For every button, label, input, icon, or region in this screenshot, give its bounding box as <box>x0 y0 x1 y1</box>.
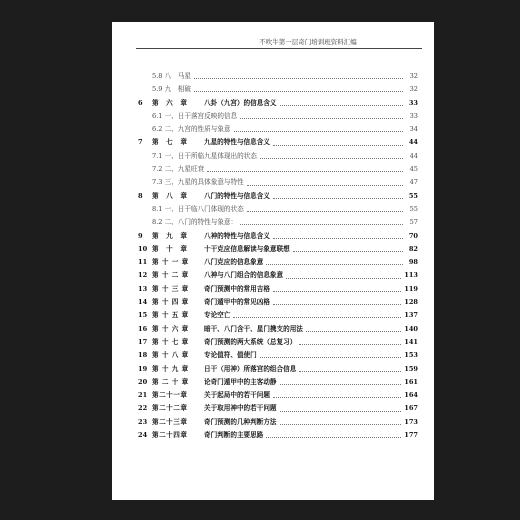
dot-leader <box>260 158 403 159</box>
chapter-number: 6 <box>138 98 143 107</box>
toc-section-entry[interactable] <box>138 163 418 176</box>
toc-chapter-entry[interactable] <box>138 363 418 376</box>
page-number: 153 <box>404 351 418 360</box>
chapter-label: 第 十 三 章 <box>152 284 189 293</box>
chapter-number: 12 <box>138 271 148 280</box>
chapter-number: 7 <box>138 138 143 147</box>
dot-leader <box>234 131 403 132</box>
toc-section-entry[interactable] <box>138 83 418 96</box>
page-number: 167 <box>404 404 418 413</box>
toc-chapter-entry[interactable] <box>138 283 418 296</box>
section-title: 7.3 三、九星的具体象意与特性 <box>152 178 244 187</box>
toc-chapter-entry[interactable] <box>138 402 418 415</box>
chapter-number: 22 <box>138 404 148 413</box>
toc-chapter-entry[interactable] <box>138 389 418 402</box>
chapter-number: 10 <box>138 244 148 253</box>
section-title: 6.2 二、九宫的性质与象意 <box>152 125 231 134</box>
dot-leader <box>293 251 403 252</box>
page-number: 32 <box>409 72 418 80</box>
dot-leader <box>273 198 403 199</box>
dot-leader <box>286 278 401 279</box>
chapter-title: 八神的特性与信息含义 <box>204 231 270 240</box>
dot-leader <box>299 371 401 372</box>
toc-chapter-entry[interactable] <box>138 336 418 349</box>
page-number: 34 <box>409 125 418 134</box>
toc-section-entry[interactable] <box>138 150 418 163</box>
page-number: 141 <box>404 337 418 346</box>
chapter-number: 11 <box>138 258 148 267</box>
chapter-number: 20 <box>138 377 148 386</box>
dot-leader <box>266 264 403 265</box>
chapter-label: 第 十 七 章 <box>152 337 189 346</box>
dot-leader <box>247 185 403 186</box>
toc-section-entry[interactable] <box>138 216 418 229</box>
chapter-label: 第 十 四 章 <box>152 298 189 307</box>
chapter-title: 专论空亡 <box>204 311 231 320</box>
toc-chapter-entry[interactable] <box>138 97 418 110</box>
page-number: 44 <box>409 151 418 160</box>
page-number: 33 <box>409 111 418 120</box>
chapter-number: 24 <box>138 431 148 440</box>
dot-leader <box>280 105 403 106</box>
page-number: 55 <box>409 204 418 213</box>
dot-leader <box>273 304 401 305</box>
page-number: 128 <box>404 298 418 307</box>
chapter-title: 奇门预测中的常用吉格 <box>204 284 270 293</box>
dot-leader <box>266 437 401 438</box>
dot-leader <box>273 397 401 398</box>
section-title: 7.2 二、九星旺衰 <box>152 165 205 174</box>
dot-leader <box>207 171 403 172</box>
dot-leader <box>233 317 401 318</box>
toc-chapter-entry[interactable] <box>138 256 418 269</box>
page-number: 70 <box>408 231 418 240</box>
chapter-number: 18 <box>138 351 148 360</box>
page-number: 32 <box>409 85 418 94</box>
section-title: 6.1 一、日干落宫反映的信息 <box>152 111 238 120</box>
toc-chapter-entry[interactable] <box>138 190 418 203</box>
chapter-label: 第二十三章 <box>152 417 188 426</box>
dot-leader <box>240 118 403 119</box>
chapter-title: 关于取用神中的若干问题 <box>204 404 277 413</box>
chapter-number: 21 <box>138 391 148 400</box>
chapter-title: 日干（用神）所落宫的组合信息 <box>204 364 297 373</box>
toc-section-entry[interactable] <box>138 110 418 123</box>
chapter-title: 八神与八门组合的信息象意 <box>204 271 284 280</box>
page-number: 137 <box>404 311 418 320</box>
toc-chapter-entry[interactable] <box>138 230 418 243</box>
dot-leader <box>240 224 403 225</box>
dot-leader <box>273 238 403 239</box>
dot-leader <box>194 78 403 79</box>
dot-leader <box>306 331 401 332</box>
page-number: 173 <box>404 417 418 426</box>
page-number: 98 <box>408 258 418 267</box>
chapter-label: 第 十 八 章 <box>152 351 189 360</box>
chapter-label: 第 七 章 <box>152 138 188 147</box>
chapter-number: 15 <box>138 311 148 320</box>
toc-section-entry[interactable] <box>138 176 418 189</box>
table-of-contents <box>138 70 418 442</box>
chapter-label: 第 二 十 章 <box>152 377 189 386</box>
header-rule <box>136 48 422 49</box>
chapter-title: 八卦（九宫）的信息含义 <box>204 98 277 107</box>
page-number: 159 <box>404 364 418 373</box>
page-number: 33 <box>408 98 418 107</box>
section-title: 7.1 一、日干所临九星体现出的状态 <box>152 151 257 160</box>
page-number: 161 <box>404 377 418 386</box>
toc-chapter-entry[interactable] <box>138 323 418 336</box>
chapter-number: 19 <box>138 364 148 373</box>
page-number: 177 <box>404 431 418 440</box>
page-number: 119 <box>404 284 418 293</box>
section-title: 8.2 二、八门的特性与象意： <box>152 218 238 227</box>
chapter-label: 第 八 章 <box>152 191 188 200</box>
section-title: 8.1 一、日干临八门体现的状态 <box>152 204 244 213</box>
chapter-title: 九星的特性与信息含义 <box>204 138 270 147</box>
chapter-title: 奇门预测的几种判断方法 <box>204 417 277 426</box>
toc-section-entry[interactable] <box>138 203 418 216</box>
toc-chapter-entry[interactable] <box>138 296 418 309</box>
page-number: 45 <box>409 165 418 174</box>
page-number: 164 <box>404 391 418 400</box>
chapter-label: 第 十 九 章 <box>152 364 189 373</box>
dot-leader <box>280 384 402 385</box>
chapter-number: 14 <box>138 298 148 307</box>
toc-chapter-entry[interactable] <box>138 376 418 389</box>
chapter-number: 16 <box>138 324 148 333</box>
chapter-number: 17 <box>138 337 148 346</box>
running-header: 不吹牛第一层奇门培训班资料汇编 <box>259 38 357 46</box>
chapter-label: 第二十四章 <box>152 431 188 440</box>
dot-leader <box>299 344 401 345</box>
document-page <box>112 22 434 500</box>
dot-leader <box>247 211 403 212</box>
dot-leader <box>273 145 403 146</box>
dot-leader <box>260 357 401 358</box>
chapter-number: 9 <box>138 231 143 240</box>
dot-leader <box>280 424 402 425</box>
chapter-label: 第 十 二 章 <box>152 271 189 280</box>
chapter-title: 奇门预测的两大系统（总复习） <box>204 337 297 346</box>
page-number: 57 <box>409 218 418 227</box>
section-title: 5.8 八 马星 <box>152 72 191 80</box>
chapter-label: 第 九 章 <box>152 231 188 240</box>
toc-chapter-entry[interactable] <box>138 349 418 362</box>
page-number: 44 <box>408 138 418 147</box>
chapter-label: 第 十 一 章 <box>152 258 189 267</box>
chapter-label: 第二十二章 <box>152 404 188 413</box>
chapter-title: 十干克应信息解读与象意联想 <box>204 244 290 253</box>
chapter-title: 八门的特性与信息含义 <box>204 191 270 200</box>
toc-section-entry[interactable] <box>138 70 418 83</box>
chapter-label: 第 十 五 章 <box>152 311 189 320</box>
chapter-label: 第二十一章 <box>152 391 188 400</box>
page-number: 82 <box>408 244 418 253</box>
toc-chapter-entry[interactable] <box>138 269 418 282</box>
toc-chapter-entry[interactable] <box>138 309 418 322</box>
chapter-label: 第 十 六 章 <box>152 324 189 333</box>
dot-leader <box>273 291 401 292</box>
page-number: 113 <box>404 271 418 280</box>
chapter-number: 23 <box>138 417 148 426</box>
section-title: 5.9 九 相破 <box>152 85 191 94</box>
chapter-number: 13 <box>138 284 148 293</box>
chapter-number: 8 <box>138 191 143 200</box>
page-number: 47 <box>409 178 418 187</box>
chapter-title: 暗干、八门含干、星门携支的用法 <box>204 324 303 333</box>
toc-chapter-entry[interactable] <box>138 136 418 149</box>
chapter-title: 奇门判断的主要思路 <box>204 431 264 440</box>
chapter-title: 关于起局中的若干问题 <box>204 391 270 400</box>
toc-chapter-entry[interactable] <box>138 243 418 256</box>
toc-chapter-entry[interactable] <box>138 416 418 429</box>
toc-chapter-entry[interactable] <box>138 429 418 442</box>
chapter-title: 专论值符、值使门 <box>204 351 257 360</box>
page-number: 55 <box>408 191 418 200</box>
chapter-label: 第 十 章 <box>152 244 188 253</box>
dot-leader <box>194 91 403 92</box>
toc-section-entry[interactable] <box>138 123 418 136</box>
chapter-title: 奇门遁甲中的常见凶格 <box>204 298 270 307</box>
chapter-title: 八门克应的信息象意 <box>204 258 264 267</box>
chapter-label: 第 六 章 <box>152 98 188 107</box>
page-number: 140 <box>404 324 418 333</box>
dot-leader <box>280 411 402 412</box>
chapter-title: 论奇门遁甲中的主客动静 <box>204 377 277 386</box>
